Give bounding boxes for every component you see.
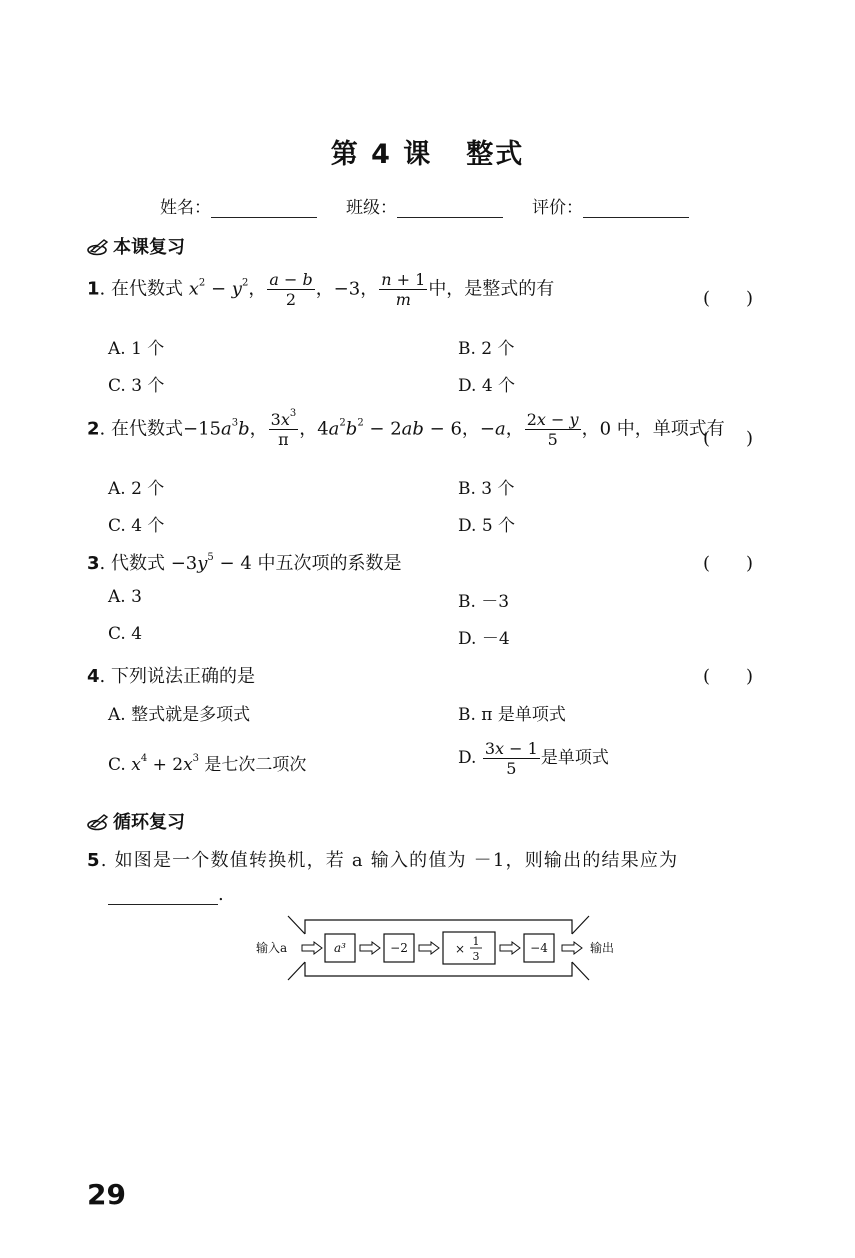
question-4 [87,662,255,688]
answer-paren[interactable]: ( ) [703,666,754,687]
step-fraction-den: 3 [472,950,480,963]
option-c[interactable]: C. 4 [108,624,143,644]
question-1: 1. 在代数式 $x^2 - y^2$， $\frac{a - b}{2}$ ，−3， $\frac{n + 1}{m}$ 中，是整式的有 [87,270,555,310]
option-b[interactable]: B. 2 个 [458,339,515,359]
output-label: 输出 [590,941,615,955]
eval-field [532,193,689,218]
name-field [160,193,317,218]
eval-label: 评价： [532,198,583,218]
option-b[interactable]: B. －3 [458,592,510,612]
answer-paren[interactable]: ( ) [703,553,754,574]
step-minus4-label: −4 [530,941,548,955]
question-number: 4 [87,666,100,687]
option-d[interactable]: D. $\frac{3x - 1}{5}$ 是单项式 [458,739,609,779]
section-review-label: 本课复习 [113,237,185,258]
answer-paren[interactable]: ( ) [703,288,754,309]
question-text: . 下列说法正确的是 [99,666,255,687]
option-d-text: 是单项式 [540,748,609,769]
option-a[interactable]: A. 整式就是多项式 [108,705,251,725]
question-5 [87,846,678,872]
step-a-cubed-label: a³ [334,941,346,955]
step-fraction-num: 1 [472,935,480,948]
option-d[interactable]: D. 4 个 [458,376,516,396]
question-2: 2. 在代数式$-15a^3b$， $\frac{3x^3}{\pi}$ ，$4a^2b^2 - 2ab - 6$，−a， $\frac{2x - y}{5}$ ，0 中，单项式有 [87,408,725,450]
input-label: 输入a [256,941,288,955]
option-b[interactable]: B. 3 个 [458,479,515,499]
step-minus2-label: −2 [390,941,408,955]
name-label: 姓名： [160,198,211,218]
pen-icon [87,238,111,256]
question-prefix: . 代数式 [99,553,165,574]
option-a[interactable]: A. 2 个 [108,479,165,499]
pen-icon [87,813,111,831]
lesson-number: 第 4 课 [330,139,433,170]
option-c-text: 是七次二项次 [199,755,307,775]
step-times-sign: × [454,942,466,956]
question-prefix: . 在代数式 [99,278,189,300]
question-number: 5 [87,850,101,871]
arrow-icon [302,942,322,954]
arrow-icon [360,942,380,954]
page-title [0,132,855,171]
section-cycle-label: 循环复习 [113,812,185,833]
question-prefix: . 在代数式 [99,418,183,440]
option-a[interactable]: A. 1 个 [108,339,165,359]
class-field [346,193,503,218]
class-label: 班级： [346,198,397,218]
option-d[interactable]: D. －4 [458,629,510,649]
option-c[interactable]: C. 3 个 [108,376,165,396]
eval-blank[interactable] [583,199,689,218]
arrow-icon [562,942,582,954]
question-number: 1 [87,278,100,300]
question-suffix: ，0 中，单项式有 [581,418,725,440]
section-review-heading [87,233,185,259]
question-suffix: 中五次项的系数是 [257,553,402,574]
arrow-icon [500,942,520,954]
question-number: 3 [87,553,100,574]
answer-line[interactable] [108,884,224,905]
question-number: 2 [87,418,100,440]
option-d[interactable]: D. 5 个 [458,516,516,536]
page-number: 29 [87,1178,126,1211]
arrow-icon [419,942,439,954]
answer-paren[interactable]: ( ) [703,428,754,449]
answer-blank[interactable] [108,886,218,905]
option-c[interactable]: C. 4 个 [108,516,165,536]
answer-end: . [218,884,224,905]
question-suffix: 中，是整式的有 [428,278,555,300]
question-3: 3. 代数式 $-3y^5 - 4$ 中五次项的系数是 [87,552,402,574]
option-b[interactable]: B. π 是单项式 [458,705,566,725]
lesson-topic: 整式 [466,139,525,170]
section-cycle-heading [87,808,185,834]
question-text: . 如图是一个数值转换机，若 a 输入的值为 －1，则输出的结果应为 [100,850,679,871]
class-blank[interactable] [397,199,503,218]
step-times-third-box [443,932,495,964]
option-c[interactable]: C. $x^4 + 2x^3$ 是七次二项次 [108,753,307,775]
option-a[interactable]: A. 3 [108,587,142,607]
name-blank[interactable] [211,199,317,218]
number-machine-diagram [250,912,630,984]
